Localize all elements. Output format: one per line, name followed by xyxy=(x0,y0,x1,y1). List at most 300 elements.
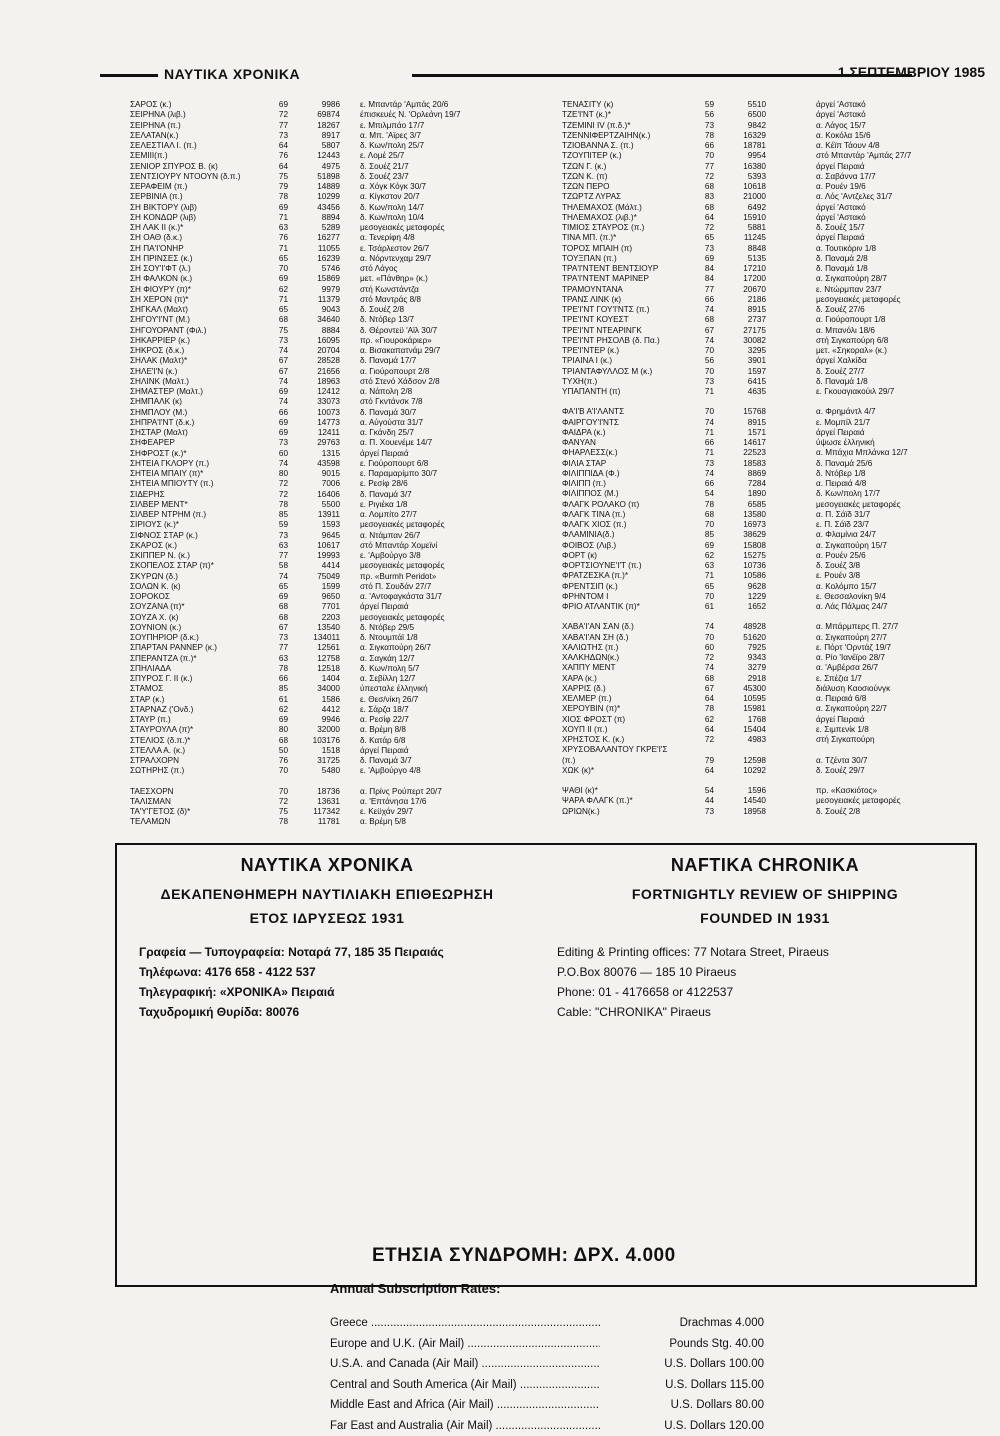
vessel-name: ΤΖΩΡΤΖ ΛΥΡΑΣ xyxy=(562,192,684,202)
vessel-built-year: 62 xyxy=(268,285,288,295)
vessel-name: ΩΡΙΩΝ(κ.) xyxy=(562,807,684,817)
vessel-built-year: 65 xyxy=(692,233,714,243)
masthead-greek-offices: Γραφεία — Τυπογραφεία: Νοταρά 77, 185 35 Πειραιάς xyxy=(139,942,537,962)
vessel-tonnage: 14617 xyxy=(722,438,766,448)
vessel-row xyxy=(562,264,972,274)
vessel-row xyxy=(562,530,972,540)
vessel-row xyxy=(130,285,550,295)
vessel-tonnage: 10736 xyxy=(722,561,766,571)
vessel-column-right xyxy=(562,100,972,827)
vessel-row xyxy=(130,244,550,254)
vessel-status: ε. Ρεσίφ 28/6 xyxy=(360,479,550,489)
vessel-tonnage: 8915 xyxy=(722,418,766,428)
vessel-tonnage: 2203 xyxy=(296,613,340,623)
vessel-status: δ. Κων/πολη 5/7 xyxy=(360,664,550,674)
vessel-tonnage: 11379 xyxy=(296,295,340,305)
vessel-name: ΦΛΑΓΚ ΧΙΟΣ (π.) xyxy=(562,520,684,530)
vessel-name: ΣΗΜΠΛΟΥ (Μ.) xyxy=(130,408,264,418)
subscription-rate-row xyxy=(330,1354,764,1375)
vessel-name: ΣΚΙΠΠΕΡ Ν. (κ.) xyxy=(130,551,264,561)
vessel-built-year: 78 xyxy=(692,704,714,714)
vessel-row xyxy=(562,541,972,551)
vessel-tonnage: 2737 xyxy=(722,315,766,325)
vessel-name: ΣΗΦΡΟΣΤ (κ.)* xyxy=(130,449,264,459)
vessel-name: ΣΠΥΡΟΣ Γ. ΙΙ (κ.) xyxy=(130,674,264,684)
vessel-row xyxy=(562,663,972,673)
vessel-name: ΦΙΛΙΠΠΟΣ (Μ.) xyxy=(562,489,684,499)
vessel-built-year: 79 xyxy=(692,756,714,766)
vessel-name: ΦΑ'Ι'Β Α'Ι'ΛΑΝΤΣ xyxy=(562,407,684,417)
vessel-tonnage: 29763 xyxy=(296,438,340,448)
vessel-tonnage: 12412 xyxy=(296,387,340,397)
vessel-status: δ. Κων/πολη 17/7 xyxy=(816,489,976,499)
vessel-name: ΦΡΑΤΖΕΣΚΑ (π.)* xyxy=(562,571,684,581)
vessel-tonnage: 13631 xyxy=(296,797,340,807)
subscription-rate-row xyxy=(330,1416,764,1436)
vessel-status: α. Αύγούστα 31/7 xyxy=(360,418,550,428)
vessel-status: στή Σιγκαπούρη xyxy=(816,735,976,745)
vessel-status: δ. Κων/πολη 10/4 xyxy=(360,213,550,223)
vessel-name: ΤΡΕ'Ι'ΝΤ ΝΤΕΑΡΙΝΓΚ xyxy=(562,326,684,336)
vessel-status: δ. Σουέζ 3/8 xyxy=(816,561,976,571)
vessel-name: ΧΕΡΟΥΒΙΝ (π)* xyxy=(562,704,684,714)
vessel-tonnage: 5289 xyxy=(296,223,340,233)
vessel-built-year: 70 xyxy=(692,367,714,377)
vessel-built-year: 66 xyxy=(692,479,714,489)
vessel-group xyxy=(562,622,972,776)
vessel-row xyxy=(130,305,550,315)
vessel-status: ε. Θεσ/νίκη 26/7 xyxy=(360,695,550,705)
vessel-row xyxy=(130,561,550,571)
vessel-row xyxy=(562,704,972,714)
vessel-name: ΣΕΙΡΗΝΑ (π.) xyxy=(130,121,264,131)
vessel-status: μεσογειακές μεταφορές xyxy=(360,520,550,530)
vessel-built-year: 73 xyxy=(268,336,288,346)
vessel-tonnage: 16277 xyxy=(296,233,340,243)
vessel-tonnage: 33073 xyxy=(296,397,340,407)
vessel-name: ΤΟΡΟΣ ΜΠΑΙΗ (π) xyxy=(562,244,684,254)
vessel-built-year: 67 xyxy=(268,623,288,633)
vessel-built-year: 67 xyxy=(268,367,288,377)
vessel-status: ε. Ρουέν 3/8 xyxy=(816,571,976,581)
vessel-tonnage: 14540 xyxy=(722,796,766,806)
vessel-status: α. Φρημάντλ 4/7 xyxy=(816,407,976,417)
vessel-status: δ. Παναμά 3/7 xyxy=(360,490,550,500)
vessel-status: α. Ρεσίφ 22/7 xyxy=(360,715,550,725)
vessel-name: ΧΡΗΣΤΟΣ Κ. (κ.) xyxy=(562,735,684,745)
vessel-row xyxy=(130,121,550,131)
vessel-row xyxy=(562,203,972,213)
vessel-status: άργεί 'Αστακό xyxy=(816,213,976,223)
vessel-built-year: 77 xyxy=(268,121,288,131)
vessel-built-year: 61 xyxy=(692,602,714,612)
vessel-name: ΣΟΥΖΑΝΑ (π)* xyxy=(130,602,264,612)
vessel-status: α. Βισακαπατνάμ 29/7 xyxy=(360,346,550,356)
vessel-name: ΣΗΤΕΙΑ ΜΠΑΙΥ (π)* xyxy=(130,469,264,479)
vessel-built-year: 69 xyxy=(268,418,288,428)
vessel-tonnage: 3279 xyxy=(722,663,766,673)
vessel-name: ΣΗΜΠΑΛΚ (κ) xyxy=(130,397,264,407)
vessel-tonnage: 18736 xyxy=(296,787,340,797)
vessel-tonnage: 16406 xyxy=(296,490,340,500)
vessel-built-year: 85 xyxy=(268,510,288,520)
vessel-name: ΣΤΑΡ (κ.) xyxy=(130,695,264,705)
vessel-built-year: 72 xyxy=(692,172,714,182)
vessel-row xyxy=(130,531,550,541)
vessel-built-year: 68 xyxy=(692,510,714,520)
vessel-status: α. Βρέμη 5/8 xyxy=(360,817,550,827)
vessel-status: μεσογειακές μεταφορές xyxy=(360,561,550,571)
vessel-name: ΣΕΛΕΣΤΙΑΛ Ι. (π.) xyxy=(130,141,264,151)
vessel-row xyxy=(130,633,550,643)
vessel-built-year: 72 xyxy=(692,223,714,233)
vessel-built-year: 70 xyxy=(692,346,714,356)
vessel-built-year: 73 xyxy=(692,377,714,387)
vessel-tonnage: 15981 xyxy=(722,704,766,714)
vessel-status: δ. Κων/πολη 14/7 xyxy=(360,203,550,213)
vessel-row xyxy=(130,551,550,561)
vessel-row xyxy=(562,479,972,489)
vessel-tonnage: 16329 xyxy=(722,131,766,141)
vessel-status: ε. Μπαντάρ 'Αμπάς 20/6 xyxy=(360,100,550,110)
vessel-status: δ. Σουέζ 15/7 xyxy=(816,223,976,233)
vessel-name: ΧΑΡΑ (κ.) xyxy=(562,674,684,684)
vessel-built-year: 68 xyxy=(268,602,288,612)
vessel-status: ε. Παραμαρίμπο 30/7 xyxy=(360,469,550,479)
vessel-tonnage: 19993 xyxy=(296,551,340,561)
vessel-row xyxy=(130,490,550,500)
vessel-status: ε. Ριγιέκα 1/8 xyxy=(360,500,550,510)
vessel-status: α. 'Αντοφαγκάστα 31/7 xyxy=(360,592,550,602)
page-header xyxy=(100,64,985,84)
vessel-row xyxy=(562,633,972,643)
vessel-name: ΤΖΩΝ ΠΕΡΟ xyxy=(562,182,684,192)
vessel-built-year: 69 xyxy=(692,254,714,264)
vessel-built-year: 77 xyxy=(692,162,714,172)
vessel-status: δ. Σουέζ 21/7 xyxy=(360,162,550,172)
vessel-row xyxy=(130,643,550,653)
vessel-row xyxy=(130,151,550,161)
vessel-tonnage: 9986 xyxy=(296,100,340,110)
vessel-status: α. Πειραιά 4/8 xyxy=(816,479,976,489)
vessel-status: στό Γκντάνσκ 7/8 xyxy=(360,397,550,407)
vessel-tonnage: 7284 xyxy=(722,479,766,489)
vessel-name: ΤΡΕ'Ι'ΝΤ ΓΟΥ'Ι'ΝΤΣ (π.) xyxy=(562,305,684,315)
vessel-row xyxy=(562,100,972,110)
vessel-name: ΣΕΙΡΗΝΑ (λιβ.) xyxy=(130,110,264,120)
vessel-built-year: 84 xyxy=(692,274,714,284)
vessel-built-year: 66 xyxy=(692,295,714,305)
vessel-status: ε. 'Αμβούργο 3/8 xyxy=(360,551,550,561)
subscription-price: U.S. Dollars 100.00 xyxy=(662,1354,764,1375)
vessel-name: ΣΟΡΟΚΟΣ xyxy=(130,592,264,602)
vessel-name: ΤΖΕΜΙΝΙ ΙV (π.δ.)* xyxy=(562,121,684,131)
vessel-tonnage: 6415 xyxy=(722,377,766,387)
masthead-box xyxy=(115,843,977,1287)
vessel-name: ΥΠΑΠΑΝΤΗ (π) xyxy=(562,387,684,397)
vessel-status: δ. Ντόβερ 1/8 xyxy=(816,469,976,479)
vessel-name: ΣΗ ΟΑΘ (δ.κ.) xyxy=(130,233,264,243)
vessel-tonnage: 18963 xyxy=(296,377,340,387)
vessel-name: ΧΟΥΠ ΙΙ (π.) xyxy=(562,725,684,735)
subscription-price: U.S. Dollars 115.00 xyxy=(663,1375,764,1396)
vessel-built-year: 74 xyxy=(268,572,288,582)
vessel-row xyxy=(130,756,550,766)
subscription-region: U.S.A. and Canada (Air Mail) ..... xyxy=(330,1354,600,1375)
vessel-status: α. Πειραιά 6/8 xyxy=(816,694,976,704)
vessel-name: ΤΡΕ'Ι'ΝΤ ΡΗΣΟΛΒ (δ. Πα.) xyxy=(562,336,684,346)
subscription-headline: ΕΤΗΣΙΑ ΣΥΝΔΡΟΜΗ: ΔΡΧ. 4.000 xyxy=(372,1245,676,1267)
vessel-built-year: 58 xyxy=(268,561,288,571)
vessel-built-year: 62 xyxy=(692,551,714,561)
vessel-tonnage: 8884 xyxy=(296,326,340,336)
vessel-built-year: 74 xyxy=(692,336,714,346)
vessel-tonnage: 8894 xyxy=(296,213,340,223)
vessel-status: α. Σιγκαπούρη 27/7 xyxy=(816,633,976,643)
vessel-built-year: 64 xyxy=(692,766,714,776)
vessel-built-year: 54 xyxy=(692,786,714,796)
vessel-row xyxy=(562,244,972,254)
vessel-tonnage: 2186 xyxy=(722,295,766,305)
vessel-name: ΣΗ ΠΡΙΝΣΕΣ (κ.) xyxy=(130,254,264,264)
vessel-row xyxy=(130,807,550,817)
vessel-tonnage: 69874 xyxy=(296,110,340,120)
vessel-row xyxy=(562,684,972,694)
vessel-status: άργεί Πειραιά xyxy=(816,715,976,725)
vessel-status: μεσογειακές μεταφορές xyxy=(360,613,550,623)
vessel-built-year: 76 xyxy=(268,151,288,161)
vessel-tonnage: 10617 xyxy=(296,541,340,551)
vessel-status: α. Σιγκαπούρη 28/7 xyxy=(816,274,976,284)
vessel-tonnage: 117342 xyxy=(296,807,340,817)
vessel-row xyxy=(562,367,972,377)
vessel-built-year: 69 xyxy=(268,203,288,213)
vessel-status: δ. Κατάρ 6/8 xyxy=(360,736,550,746)
vessel-row xyxy=(130,469,550,479)
vessel-name: ΣΕΝΙΟΡ ΣΠΥΡΟΣ Β. (κ) xyxy=(130,162,264,172)
vessel-row xyxy=(130,110,550,120)
vessel-status: πρ. «Γιουροκάριερ» xyxy=(360,336,550,346)
vessel-name: ΣΩΤΗΡΗΣ (π.) xyxy=(130,766,264,776)
vessel-status: δ. Παναμά 17/7 xyxy=(360,356,550,366)
vessel-name: ΧΩΚ (κ)* xyxy=(562,766,684,776)
vessel-status: α. Λός 'Αντζελες 31/7 xyxy=(816,192,976,202)
vessel-built-year: 62 xyxy=(692,715,714,725)
vessel-status: στό Στενό Χάδσον 2/8 xyxy=(360,377,550,387)
vessel-row xyxy=(562,407,972,417)
vessel-row xyxy=(562,602,972,612)
vessel-name: ΦΑΙΔΡΑ (κ.) xyxy=(562,428,684,438)
vessel-row xyxy=(130,438,550,448)
vessel-built-year: 68 xyxy=(268,736,288,746)
vessel-row xyxy=(130,367,550,377)
vessel-name: ΣΗΜΑΣΤΕΡ (Μαλτ.) xyxy=(130,387,264,397)
vessel-status: στό Π. Σουδάν 27/7 xyxy=(360,582,550,592)
vessel-row xyxy=(130,274,550,284)
vessel-name: ΣΟΥΖΑ Χ. (κ) xyxy=(130,613,264,623)
vessel-row xyxy=(130,408,550,418)
vessel-name: ΣΠΕΡΑΝΤΖΑ (π.)* xyxy=(130,654,264,664)
vessel-tonnage: 9343 xyxy=(722,653,766,663)
vessel-built-year: 63 xyxy=(268,654,288,664)
vessel-tonnage: 15404 xyxy=(722,725,766,735)
vessel-built-year: 69 xyxy=(268,100,288,110)
vessel-built-year: 77 xyxy=(268,551,288,561)
vessel-tonnage: 32000 xyxy=(296,725,340,735)
vessel-status: ε. Λομέ 25/7 xyxy=(360,151,550,161)
vessel-name: ΤΡΑ'Ι'ΝΤΕΝΤ ΜΑΡΙΝΕΡ xyxy=(562,274,684,284)
vessel-status: ε. Γιούροπουρτ 6/8 xyxy=(360,459,550,469)
vessel-built-year: 71 xyxy=(268,295,288,305)
vessel-status: στό Λάγος xyxy=(360,264,550,274)
vessel-status: μεσογειακές μεταφορές xyxy=(816,500,976,510)
vessel-status: μετ. «Πάνθηρ» (κ.) xyxy=(360,274,550,284)
vessel-row xyxy=(130,797,550,807)
vessel-built-year: 44 xyxy=(692,796,714,806)
vessel-status: ε. Μπιλμπάο 17/7 xyxy=(360,121,550,131)
vessel-row xyxy=(130,592,550,602)
vessel-status: ε. Θεσσαλονίκη 9/4 xyxy=(816,592,976,602)
vessel-name: ΧΑΒΑ'Ι'ΑΝ ΣΗ (δ.) xyxy=(562,633,684,643)
vessel-tonnage: 8917 xyxy=(296,131,340,141)
vessel-name: ΨΑΘΙ (κ)* xyxy=(562,786,684,796)
vessel-status: άργεί Πειραιά xyxy=(816,162,976,172)
vessel-status: α. Πρίνς Ρούπερτ 20/7 xyxy=(360,787,550,797)
vessel-row xyxy=(130,520,550,530)
subscription-region: Europe and U.K. (Air Mail) ..... xyxy=(330,1334,600,1355)
vessel-built-year: 63 xyxy=(692,561,714,571)
vessel-tonnage: 4412 xyxy=(296,705,340,715)
subscription-rate-row xyxy=(330,1375,764,1396)
vessel-tonnage: 5480 xyxy=(296,766,340,776)
vessel-name: ΤΡΑ'Ι'ΝΤΕΝΤ ΒΕΝΤΣΙΟΥΡ xyxy=(562,264,684,274)
vessel-row xyxy=(130,223,550,233)
vessel-built-year: 70 xyxy=(692,151,714,161)
vessel-status: ε. Ντώρμπαν 23/7 xyxy=(816,285,976,295)
vessel-row xyxy=(130,397,550,407)
vessel-built-year: 79 xyxy=(268,182,288,192)
vessel-status: α. Γιούροπουρτ 1/8 xyxy=(816,315,976,325)
vessel-row xyxy=(562,766,972,776)
vessel-built-year: 67 xyxy=(268,356,288,366)
vessel-status: α. 'Αμβέρσα 26/7 xyxy=(816,663,976,673)
vessel-name: ΣΚΟΠΕΛΟΣ ΣΤΑΡ (π)* xyxy=(130,561,264,571)
vessel-built-year: 75 xyxy=(268,807,288,817)
vessel-name: ΦΟΡΤ (κ) xyxy=(562,551,684,561)
vessel-built-year: 72 xyxy=(692,735,714,745)
vessel-name: ΣΗΛΕ'Ι'Ν (κ.) xyxy=(130,367,264,377)
vessel-name: ΣΙΛΒΕΡ ΝΤΡΗΜ (π.) xyxy=(130,510,264,520)
vessel-row xyxy=(562,418,972,428)
vessel-name: ΣΗΛΙΝΚ (Μαλτ.) xyxy=(130,377,264,387)
masthead-greek-pobox: Ταχυδρομική Θυρίδα: 80076 xyxy=(139,1002,537,1022)
vessel-tonnage: 6500 xyxy=(722,110,766,120)
vessel-row xyxy=(562,110,972,120)
vessel-built-year: 67 xyxy=(692,326,714,336)
vessel-row xyxy=(562,428,972,438)
vessel-name: ΤΖΩΝ Γ. (κ.) xyxy=(562,162,684,172)
vessel-tonnage: 7701 xyxy=(296,602,340,612)
subscription-region: Far East and Australia (Air Mail) ..... xyxy=(330,1416,600,1436)
vessel-status: ε. 'Αμβούργο 4/8 xyxy=(360,766,550,776)
vessel-row xyxy=(130,387,550,397)
vessel-tonnage: 1586 xyxy=(296,695,340,705)
vessel-built-year: 66 xyxy=(692,438,714,448)
vessel-row xyxy=(130,428,550,438)
vessel-status: α. Ρουέν 25/6 xyxy=(816,551,976,561)
vessel-tonnage: 12443 xyxy=(296,151,340,161)
vessel-tonnage: 15869 xyxy=(296,274,340,284)
vessel-row xyxy=(562,622,972,632)
vessel-built-year: 73 xyxy=(268,531,288,541)
vessel-name: ΣΗ ΠΑ'Ι'ΟΝΗΡ xyxy=(130,244,264,254)
vessel-tonnage: 12598 xyxy=(722,756,766,766)
vessel-status: α. Ντάμπαν 26/7 xyxy=(360,531,550,541)
masthead-english-cable: Cable: "CHRONIKA" Piraeus xyxy=(557,1002,975,1022)
vessel-row xyxy=(130,715,550,725)
vessel-row xyxy=(562,356,972,366)
vessel-name: (π.) xyxy=(562,756,684,766)
vessel-tonnage: 15275 xyxy=(722,551,766,561)
vessel-name: ΣΤΡΑΛΧΟΡΝ xyxy=(130,756,264,766)
subscription-rate-row xyxy=(330,1313,764,1334)
vessel-status: α. Κίγκστον 20/7 xyxy=(360,192,550,202)
vessel-group xyxy=(130,787,550,828)
vessel-name: ΣΗΓΚΑΛ (Μαλτ) xyxy=(130,305,264,315)
vessel-tonnage: 18781 xyxy=(722,141,766,151)
vessel-status: ε. Σιμπενίκ 1/8 xyxy=(816,725,976,735)
vessel-row xyxy=(130,613,550,623)
vessel-row xyxy=(562,459,972,469)
vessel-status: α. Κέϊπ Τάουν 4/8 xyxy=(816,141,976,151)
subscription-price: U.S. Dollars 120.00 xyxy=(662,1416,764,1436)
vessel-built-year: 71 xyxy=(692,387,714,397)
vessel-built-year: 76 xyxy=(268,233,288,243)
vessel-status: άργεί Πειραιά xyxy=(816,428,976,438)
vessel-row xyxy=(130,377,550,387)
vessel-tonnage: 31725 xyxy=(296,756,340,766)
vessel-name: ΣΤΕΛΛΑ Α. (κ.) xyxy=(130,746,264,756)
vessel-row xyxy=(562,520,972,530)
vessel-name: ΣΗ ΦΙΟΥΡΥ (π)* xyxy=(130,285,264,295)
vessel-row xyxy=(562,796,972,806)
vessel-built-year: 68 xyxy=(692,315,714,325)
vessel-row xyxy=(130,766,550,776)
vessel-tonnage: 7925 xyxy=(722,643,766,653)
vessel-built-year: 65 xyxy=(692,582,714,592)
vessel-built-year: 74 xyxy=(692,663,714,673)
vessel-tonnage: 5807 xyxy=(296,141,340,151)
vessel-tonnage: 1599 xyxy=(296,582,340,592)
vessel-built-year: 69 xyxy=(692,541,714,551)
vessel-status: α. Π. Χουενέμε 14/7 xyxy=(360,438,550,448)
subscription-region: Middle East and Africa (Air Mail) ..... xyxy=(330,1395,600,1416)
vessel-tonnage: 9842 xyxy=(722,121,766,131)
vessel-built-year: 70 xyxy=(692,407,714,417)
vessel-status: α. Μπάχια Μπλάνκα 12/7 xyxy=(816,448,976,458)
vessel-row xyxy=(562,643,972,653)
subscription-rate-row xyxy=(330,1395,764,1416)
vessel-built-year: 74 xyxy=(268,346,288,356)
vessel-built-year: 69 xyxy=(268,428,288,438)
vessel-status: δ. Παναμά 1/8 xyxy=(816,264,976,274)
vessel-name: ΦΛΑΓΚ ΡΟΛΑΚΟ (π) xyxy=(562,500,684,510)
vessel-built-year: 74 xyxy=(692,418,714,428)
vessel-status: α. Τενερίφη 4/8 xyxy=(360,233,550,243)
vessel-name: ΣΠΗΛΙΑΔΑ xyxy=(130,664,264,674)
vessel-name: ΣΙΔΕΡΗΣ xyxy=(130,490,264,500)
vessel-row xyxy=(130,172,550,182)
